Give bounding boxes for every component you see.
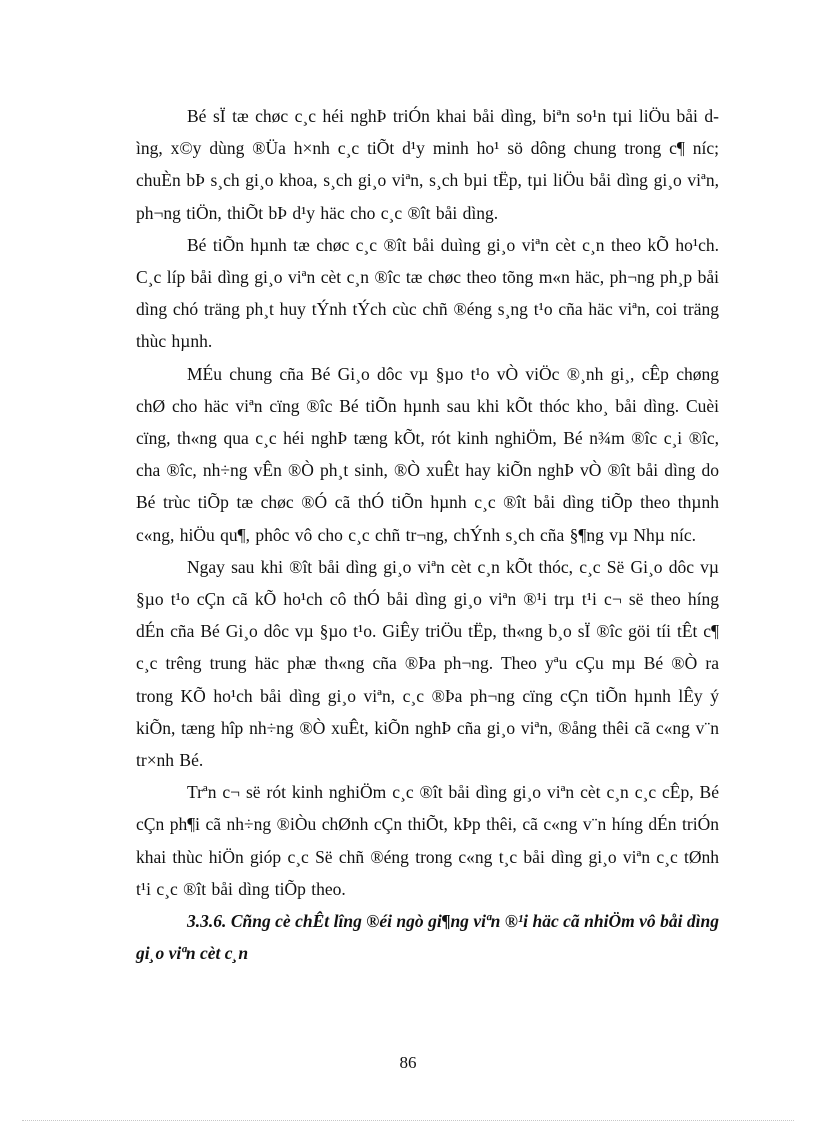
- paragraph-4: Ngay sau khi ®ît båi dìng gi¸o viªn cèt c¸n kÕt thóc, c¸c Së Gi¸o dôc vµ §µo t¹o cÇn cã kÕ ho¹ch cô thÓ båi dìng gi¸o viªn ®¹i trµ t¹i c¬ së theo híng dÉn cña Bé Gi¸o dôc vµ §µo t¹o. GiÊy triÖu tËp, th«ng b¸o sÏ ®îc göi tíi tÊt c¶ c¸c trêng trung häc phæ th«ng cña ®Þa ph¬ng. Theo yªu cÇu mµ Bé ®Ò ra trong KÕ ho¹ch båi dìng gi¸o viªn, c¸c ®Þa ph¬ng cïng cÇn tiÕn hµnh lÊy ý kiÕn, tæng hîp nh÷ng ®Ò xuÊt, kiÕn nghÞ cña gi¸o viªn, ®ång thêi cã c«ng v¨n tr×nh Bé.: [136, 556, 719, 771]
- page-number: 86: [399, 1053, 417, 1072]
- body-text: [136, 100, 719, 969]
- page-bottom-divider: [22, 1120, 794, 1121]
- paragraph-2: Bé tiÕn hµnh tæ chøc c¸c ®ît båi duìng gi¸o viªn cèt c¸n theo kÕ ho¹ch. C¸c líp båi dìng gi¸o viªn cèt c¸n ®îc tæ chøc theo tõng m«n häc, ph¬ng ph¸p båi dìng chó träng ph¸t huy tÝnh tÝch cùc chñ ®éng s¸ng t¹o cña häc viªn, coi träng thùc hµnh.: [136, 234, 719, 352]
- paragraph-5: Trªn c¬ së rót kinh nghiÖm c¸c ®ît båi dìng gi¸o viªn cèt c¸n c¸c cÊp, Bé cÇn ph¶i cã nh÷ng ®iÒu chØnh cÇn thiÕt, kÞp thêi, cã c«ng v¨n híng dÉn triÓn khai thùc hiÖn gióp c¸c Së chñ ®éng trong c«ng t¸c båi dìng gi¸o viªn c¸c tØnh t¹i c¸c ®ît båi dìng tiÕp theo.: [136, 782, 719, 899]
- section-heading: 3.3.6. Cñng cè chÊt lîng ®éi ngò gi¶ng viªn ®¹i häc cã nhiÖm vô båi dìng gi¸o viªn cèt c¸n: [136, 911, 719, 964]
- paragraph-3: MÉu chung cña Bé Gi¸o dôc vµ §µo t¹o vÒ viÖc ®¸nh gi¸, cÊp chøng chØ cho häc viªn cïng ®îc Bé tiÕn hµnh sau khi kÕt thóc kho¸ båi dìng. Cuèi cïng, th«ng qua c¸c héi nghÞ tæng kÕt, rót kinh nghiÖm, Bé n¾m ®îc c¸i ®îc, cha ®îc, nh÷ng vÊn ®Ò ph¸t sinh, ®Ò xuÊt hay kiÕn nghÞ vÒ ®ît båi dìng do Bé trùc tiÕp tæ chøc ®Ó cã thÓ tiÕn hµnh c¸c ®ît båi dìng tiÕp theo thµnh c«ng, hiÖu qu¶, phôc vô cho c¸c chñ tr¬ng, chÝnh s¸ch cña §¶ng vµ Nhµ níc.: [136, 363, 719, 545]
- paragraph-1: Bé sÏ tæ chøc c¸c héi nghÞ triÓn khai båi dìng, biªn so¹n tµi liÖu båi dìng, x©y dùng ®Üa h×nh c¸c tiÕt d¹y minh ho¹ sö dông chung trong c¶ níc; chuÈn bÞ s¸ch gi¸o khoa, s¸ch gi¸o viªn, s¸ch bµi tËp, tµi liÖu båi dìng gi¸o viªn, ph¬ng tiÖn, thiÕt bÞ d¹y häc cho c¸c ®ît båi dìng.: [136, 106, 719, 223]
